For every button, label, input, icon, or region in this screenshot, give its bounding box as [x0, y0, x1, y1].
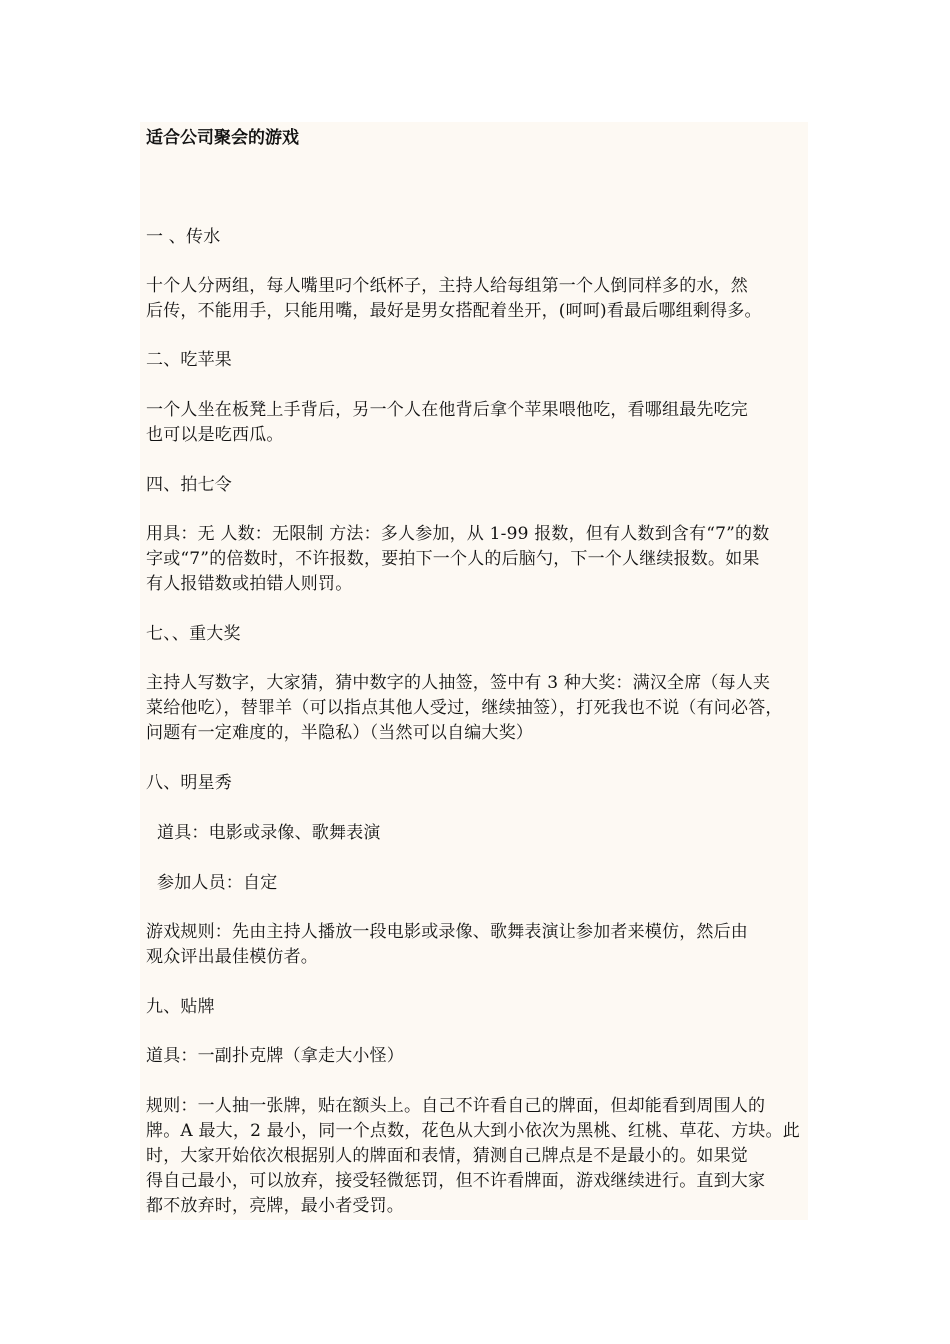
paragraph-line: 主持人写数字，大家猜，猜中数字的人抽签，签中有 3 种大奖：满汉全席（每人夹 — [146, 673, 771, 693]
paragraph-line: 问题有一定难度的，半隐私）（当然可以自编大奖） — [146, 723, 534, 743]
props-line: 道具：电影或录像、歌舞表演 — [157, 823, 381, 843]
paragraph-line: 游戏规则：先由主持人播放一段电影或录像、歌舞表演让参加者来模仿，然后由 — [146, 922, 748, 942]
paragraph-line: 用具：无 人数：无限制 方法：多人参加，从 1-99 报数，但有人数到含有“7”的数 — [146, 524, 770, 544]
paragraph-line: 十个人分两组，每人嘴里叼个纸杯子，主持人给每组第一个人倒同样多的水，然 — [146, 276, 748, 296]
section-heading-chuanshui: 一 、传水 — [146, 227, 221, 247]
paragraph-line: 字或“7”的倍数时，不许报数，要拍下一个人的后脑勺，下一个人继续报数。如果 — [146, 549, 760, 569]
paragraph-line: 一个人坐在板凳上手背后，另一个人在他背后拿个苹果喂他吃，看哪组最先吃完 — [146, 400, 748, 420]
section-heading-mingxingxiu: 八、明星秀 — [146, 773, 232, 793]
paragraph-line: 观众评出最佳模仿者。 — [146, 947, 318, 967]
paragraph-line: 菜给他吃），替罪羊（可以指点其他人受过，继续抽签），打死我也不说（有问必答， — [146, 698, 783, 718]
paragraph-line: 得自己最小，可以放弃，接受轻微惩罚，但不许看牌面，游戏继续进行。直到大家 — [146, 1171, 766, 1191]
participants-line: 参加人员：自定 — [157, 873, 278, 893]
paragraph-line: 都不放弃时，亮牌，最小者受罚。 — [146, 1196, 404, 1216]
paragraph-line: 规则：一人抽一张牌，贴在额头上。自己不许看自己的牌面，但却能看到周围人的 — [146, 1096, 766, 1116]
section-heading-tiepai: 九、贴牌 — [146, 997, 215, 1017]
paragraph-line: 有人报错数或拍错人则罚。 — [146, 574, 353, 594]
document-title: 适合公司聚会的游戏 — [146, 128, 299, 148]
paragraph-line: 后传，不能用手，只能用嘴，最好是男女搭配着坐开，(呵呵)看最后哪组剩得多。 — [146, 301, 762, 321]
paragraph-line: 牌。A 最大，2 最小，同一个点数，花色从大到小依次为黑桃、红桃、草花、方块。此 — [146, 1121, 800, 1141]
paragraph-line: 也可以是吃西瓜。 — [146, 425, 284, 445]
paragraph-line: 时，大家开始依次根据别人的牌面和表情，猜测自己牌点是不是最小的。如果觉 — [146, 1146, 748, 1166]
section-heading-paiqiling: 四、拍七令 — [146, 475, 232, 495]
section-heading-chipingguo: 二、吃苹果 — [146, 350, 232, 370]
props-line: 道具：一副扑克牌（拿走大小怪） — [146, 1046, 404, 1066]
section-heading-zhongdajiang: 七、、重大奖 — [146, 624, 241, 644]
